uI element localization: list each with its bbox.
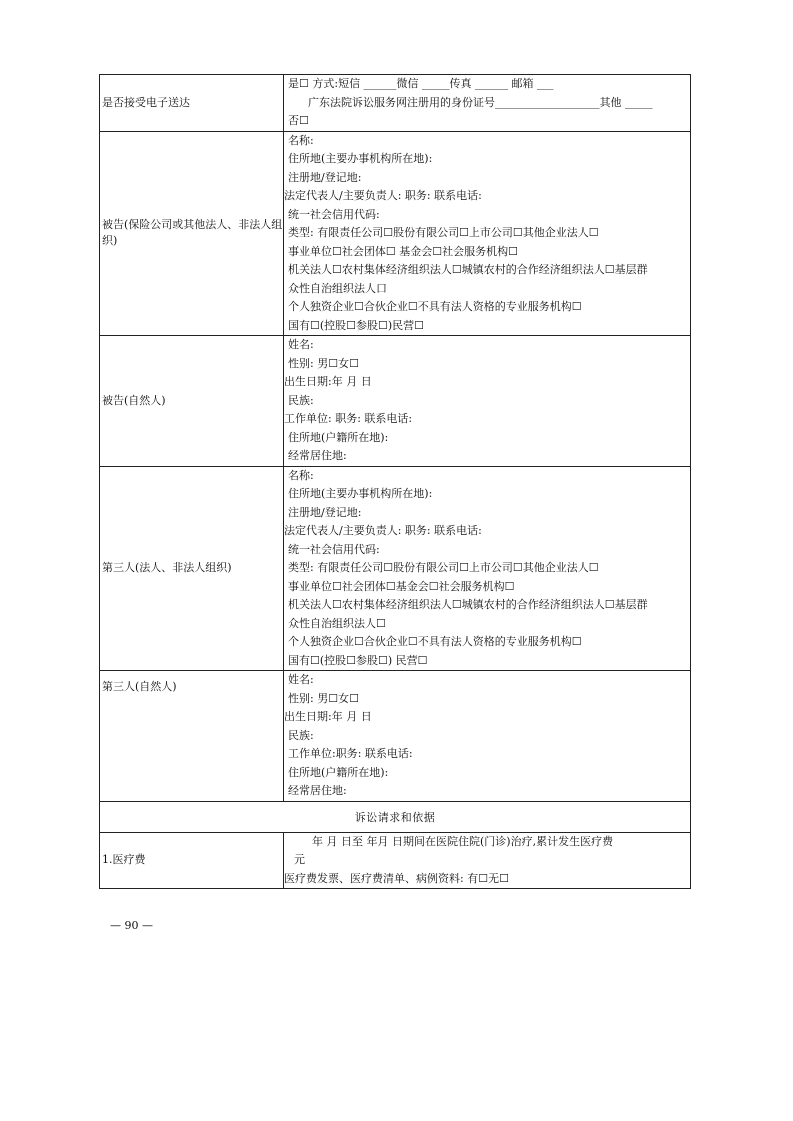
form-line: 个人独资企业☐合伙企业☐不具有法人资格的专业服务机构☐	[288, 635, 582, 648]
form-line: 机关法人☐农村集体经济组织法人☐城镇农村的合作经济组织法人☐基层群	[288, 263, 648, 276]
form-line: 统一社会信用代码:	[288, 207, 380, 221]
form-line: 法定代表人/主要负责人: 职务: 联系电话:	[284, 189, 482, 202]
electronic-service-row	[100, 75, 691, 132]
form-line: 民族:	[288, 728, 314, 742]
form-line: 名称:	[288, 468, 314, 482]
defendant-person-row	[100, 336, 691, 467]
form-line: 法定代表人/主要负责人: 职务: 联系电话:	[284, 524, 482, 537]
third-party-person-row	[100, 671, 691, 802]
medical-expense-label: 1.医疗费	[100, 832, 284, 889]
third-party-org-label: 第三人(法人、非法人组织)	[100, 466, 284, 671]
form-line: 姓名:	[288, 338, 314, 351]
form-line: 事业单位☐社会团体☐基金会☐社会服务机构☐	[288, 579, 515, 593]
third-party-org-content	[284, 466, 691, 671]
form-line: 个人独资企业☐合伙企业☐不具有法人资格的专业服务机构☐	[288, 300, 582, 313]
claims-section-header: 诉讼请求和依据	[100, 801, 691, 832]
form-line: 住所地(户籍所在地):	[288, 765, 389, 779]
form-line: 众性自治组织法人☐	[288, 616, 386, 630]
form-line: 出生日期:年 月 日	[284, 710, 372, 723]
complaint-form-table	[99, 74, 691, 889]
form-line: 住所地(主要办事机构所在地):	[288, 487, 433, 500]
third-party-person-label: 第三人(自然人)	[100, 671, 284, 802]
medical-expense-row	[100, 832, 691, 889]
form-line: 年 月 日至 年月 日期间在医院住院(门诊)治疗,累计发生医疗费	[312, 834, 614, 848]
form-line: 住所地(户籍所在地):	[288, 430, 389, 444]
medical-expense-content	[284, 832, 691, 889]
form-line: 性别: 男☐女☐	[288, 356, 359, 370]
form-line: 统一社会信用代码:	[288, 542, 380, 556]
form-line: 众性自治组织法人口	[288, 281, 387, 295]
defendant-person-content	[284, 336, 691, 467]
electronic-service-content	[284, 75, 691, 132]
defendant-org-content	[284, 131, 691, 336]
form-line: 是☐ 方式:短信 ______微信 _____传真 ______ 邮箱 ___	[288, 77, 554, 90]
electronic-service-label: 是否接受电子送达	[100, 75, 284, 132]
form-line: 住所地(主要办事机构所在地):	[288, 152, 433, 165]
form-line: 注册地/登记地:	[288, 170, 362, 184]
form-line: 名称:	[288, 133, 314, 147]
form-line: 出生日期:年 月 日	[284, 375, 372, 388]
form-line: 经常居住地:	[288, 784, 347, 797]
form-line: 注册地/登记地:	[288, 505, 362, 519]
form-line: 工作单位: 职务: 联系电话:	[284, 412, 413, 425]
form-line: 否☐	[288, 114, 309, 127]
defendant-org-label: 被告(保险公司或其他法人、非法人组织)	[100, 131, 284, 336]
form-line: 机关法人☐农村集体经济组织法人☐城镇农村的合作经济组织法人☐基层群	[288, 598, 648, 611]
defendant-person-label: 被告(自然人)	[100, 336, 284, 467]
form-line: 经常居住地:	[288, 449, 347, 462]
form-line: 事业单位☐社会团体☐ 基金会☐社会服务机构☐	[288, 244, 518, 258]
claims-section-row	[100, 801, 691, 832]
form-line: 国有☐(控股☐参股☐) 民营☐	[288, 653, 428, 667]
form-line: 国有☐(控股☐参股☐)民营☐	[288, 318, 425, 332]
form-line: 类型: 有限责任公司☐股份有限公司☐上市公司☐其他企业法人☐	[288, 226, 599, 239]
form-line: 性别: 男☐女☐	[288, 691, 359, 705]
form-line: 工作单位:职务: 联系电话:	[288, 747, 413, 760]
form-line: 元	[294, 853, 305, 866]
form-line: 姓名:	[288, 673, 314, 686]
form-line: 医疗费发票、医疗费清单、病例资料: 有☐无☐	[284, 871, 509, 885]
form-line: 民族:	[288, 393, 314, 407]
page-number: — 90 —	[110, 919, 153, 932]
form-line: 类型: 有限责任公司☐股份有限公司☐上市公司☐其他企业法人☐	[288, 561, 599, 574]
defendant-org-row	[100, 131, 691, 336]
third-party-org-row	[100, 466, 691, 671]
form-line: 广东法院诉讼服务网注册用的身份证号___________________其他 _____	[308, 95, 653, 109]
third-party-person-content	[284, 671, 691, 802]
